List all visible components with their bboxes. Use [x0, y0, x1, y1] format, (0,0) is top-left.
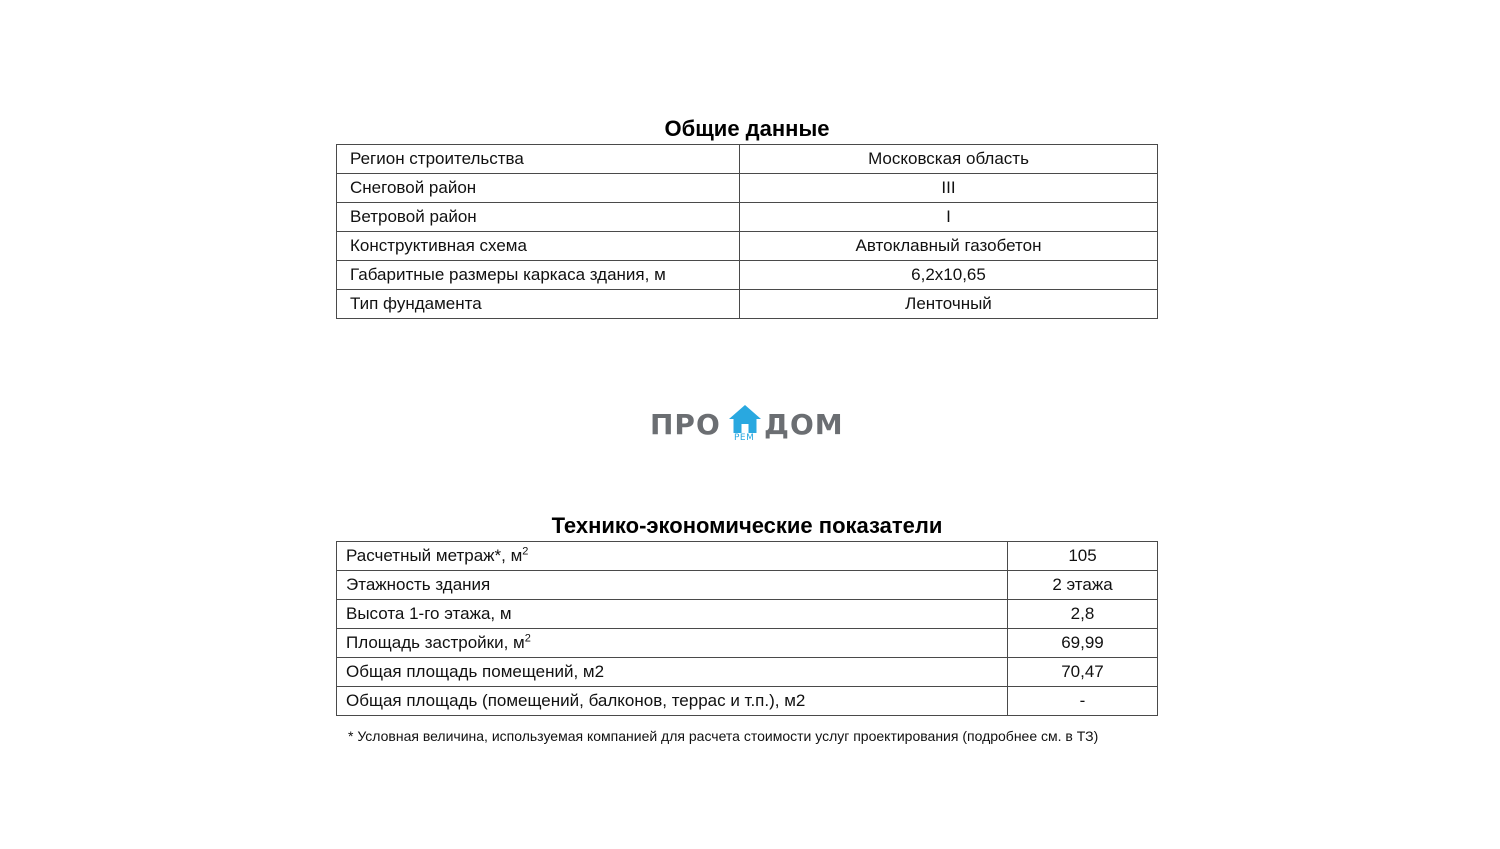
row-value: I: [740, 203, 1158, 232]
row-label: Высота 1-го этажа, м: [337, 600, 1008, 629]
table-row: [337, 571, 1158, 600]
row-value: III: [740, 174, 1158, 203]
row-label: Габаритные размеры каркаса здания, м: [337, 261, 740, 290]
table-row: [337, 600, 1158, 629]
row-label: Ветровой район: [337, 203, 740, 232]
table-row: [337, 542, 1158, 571]
table-row: [337, 203, 1158, 232]
row-value: 105: [1008, 542, 1158, 571]
table-row: [337, 290, 1158, 319]
logo-word-left: ПРО: [650, 408, 721, 441]
row-label: [337, 542, 1008, 571]
row-label-text: Площадь застройки, м: [346, 633, 525, 652]
table-row: [337, 145, 1158, 174]
superscript: 2: [522, 545, 529, 558]
row-value: Московская область: [740, 145, 1158, 174]
table-row: [337, 629, 1158, 658]
superscript: 2: [524, 632, 531, 645]
row-label: Общая площадь (помещений, балконов, террас и т.п.), м2: [337, 687, 1008, 716]
table-row: [337, 658, 1158, 687]
row-value: 69,99: [1008, 629, 1158, 658]
table-row: [337, 174, 1158, 203]
row-value: Ленточный: [740, 290, 1158, 319]
row-label: Конструктивная схема: [337, 232, 740, 261]
house-icon: [728, 404, 762, 434]
row-label: Снеговой район: [337, 174, 740, 203]
table-row: [337, 232, 1158, 261]
logo-word-right: ДОМ: [764, 408, 844, 441]
technical-indicators-title: Технико-экономические показатели: [551, 513, 943, 538]
row-label: [337, 629, 1008, 658]
row-label-text: Расчетный метраж*, м: [346, 546, 523, 565]
row-value: 6,2х10,65: [740, 261, 1158, 290]
company-logo: [648, 402, 853, 448]
row-label: Этажность здания: [337, 571, 1008, 600]
row-value: Автоклавный газобетон: [740, 232, 1158, 261]
general-data-table: [336, 144, 1158, 319]
table-row: [337, 687, 1158, 716]
technical-indicators-table: [336, 541, 1158, 716]
row-label: Общая площадь помещений, м2: [337, 658, 1008, 687]
row-value: -: [1008, 687, 1158, 716]
row-label: Регион строительства: [337, 145, 740, 174]
row-label: Тип фундамента: [337, 290, 740, 319]
row-value: 2 этажа: [1008, 571, 1158, 600]
logo-subtext: РЕМ: [734, 433, 755, 443]
general-data-title: Общие данные: [664, 116, 830, 141]
footnote: * Условная величина, используемая компанией для расчета стоимости услуг проектирования (подробнее см. в ТЗ): [348, 728, 1099, 744]
row-value: 2,8: [1008, 600, 1158, 629]
row-value: 70,47: [1008, 658, 1158, 687]
table-row: [337, 261, 1158, 290]
